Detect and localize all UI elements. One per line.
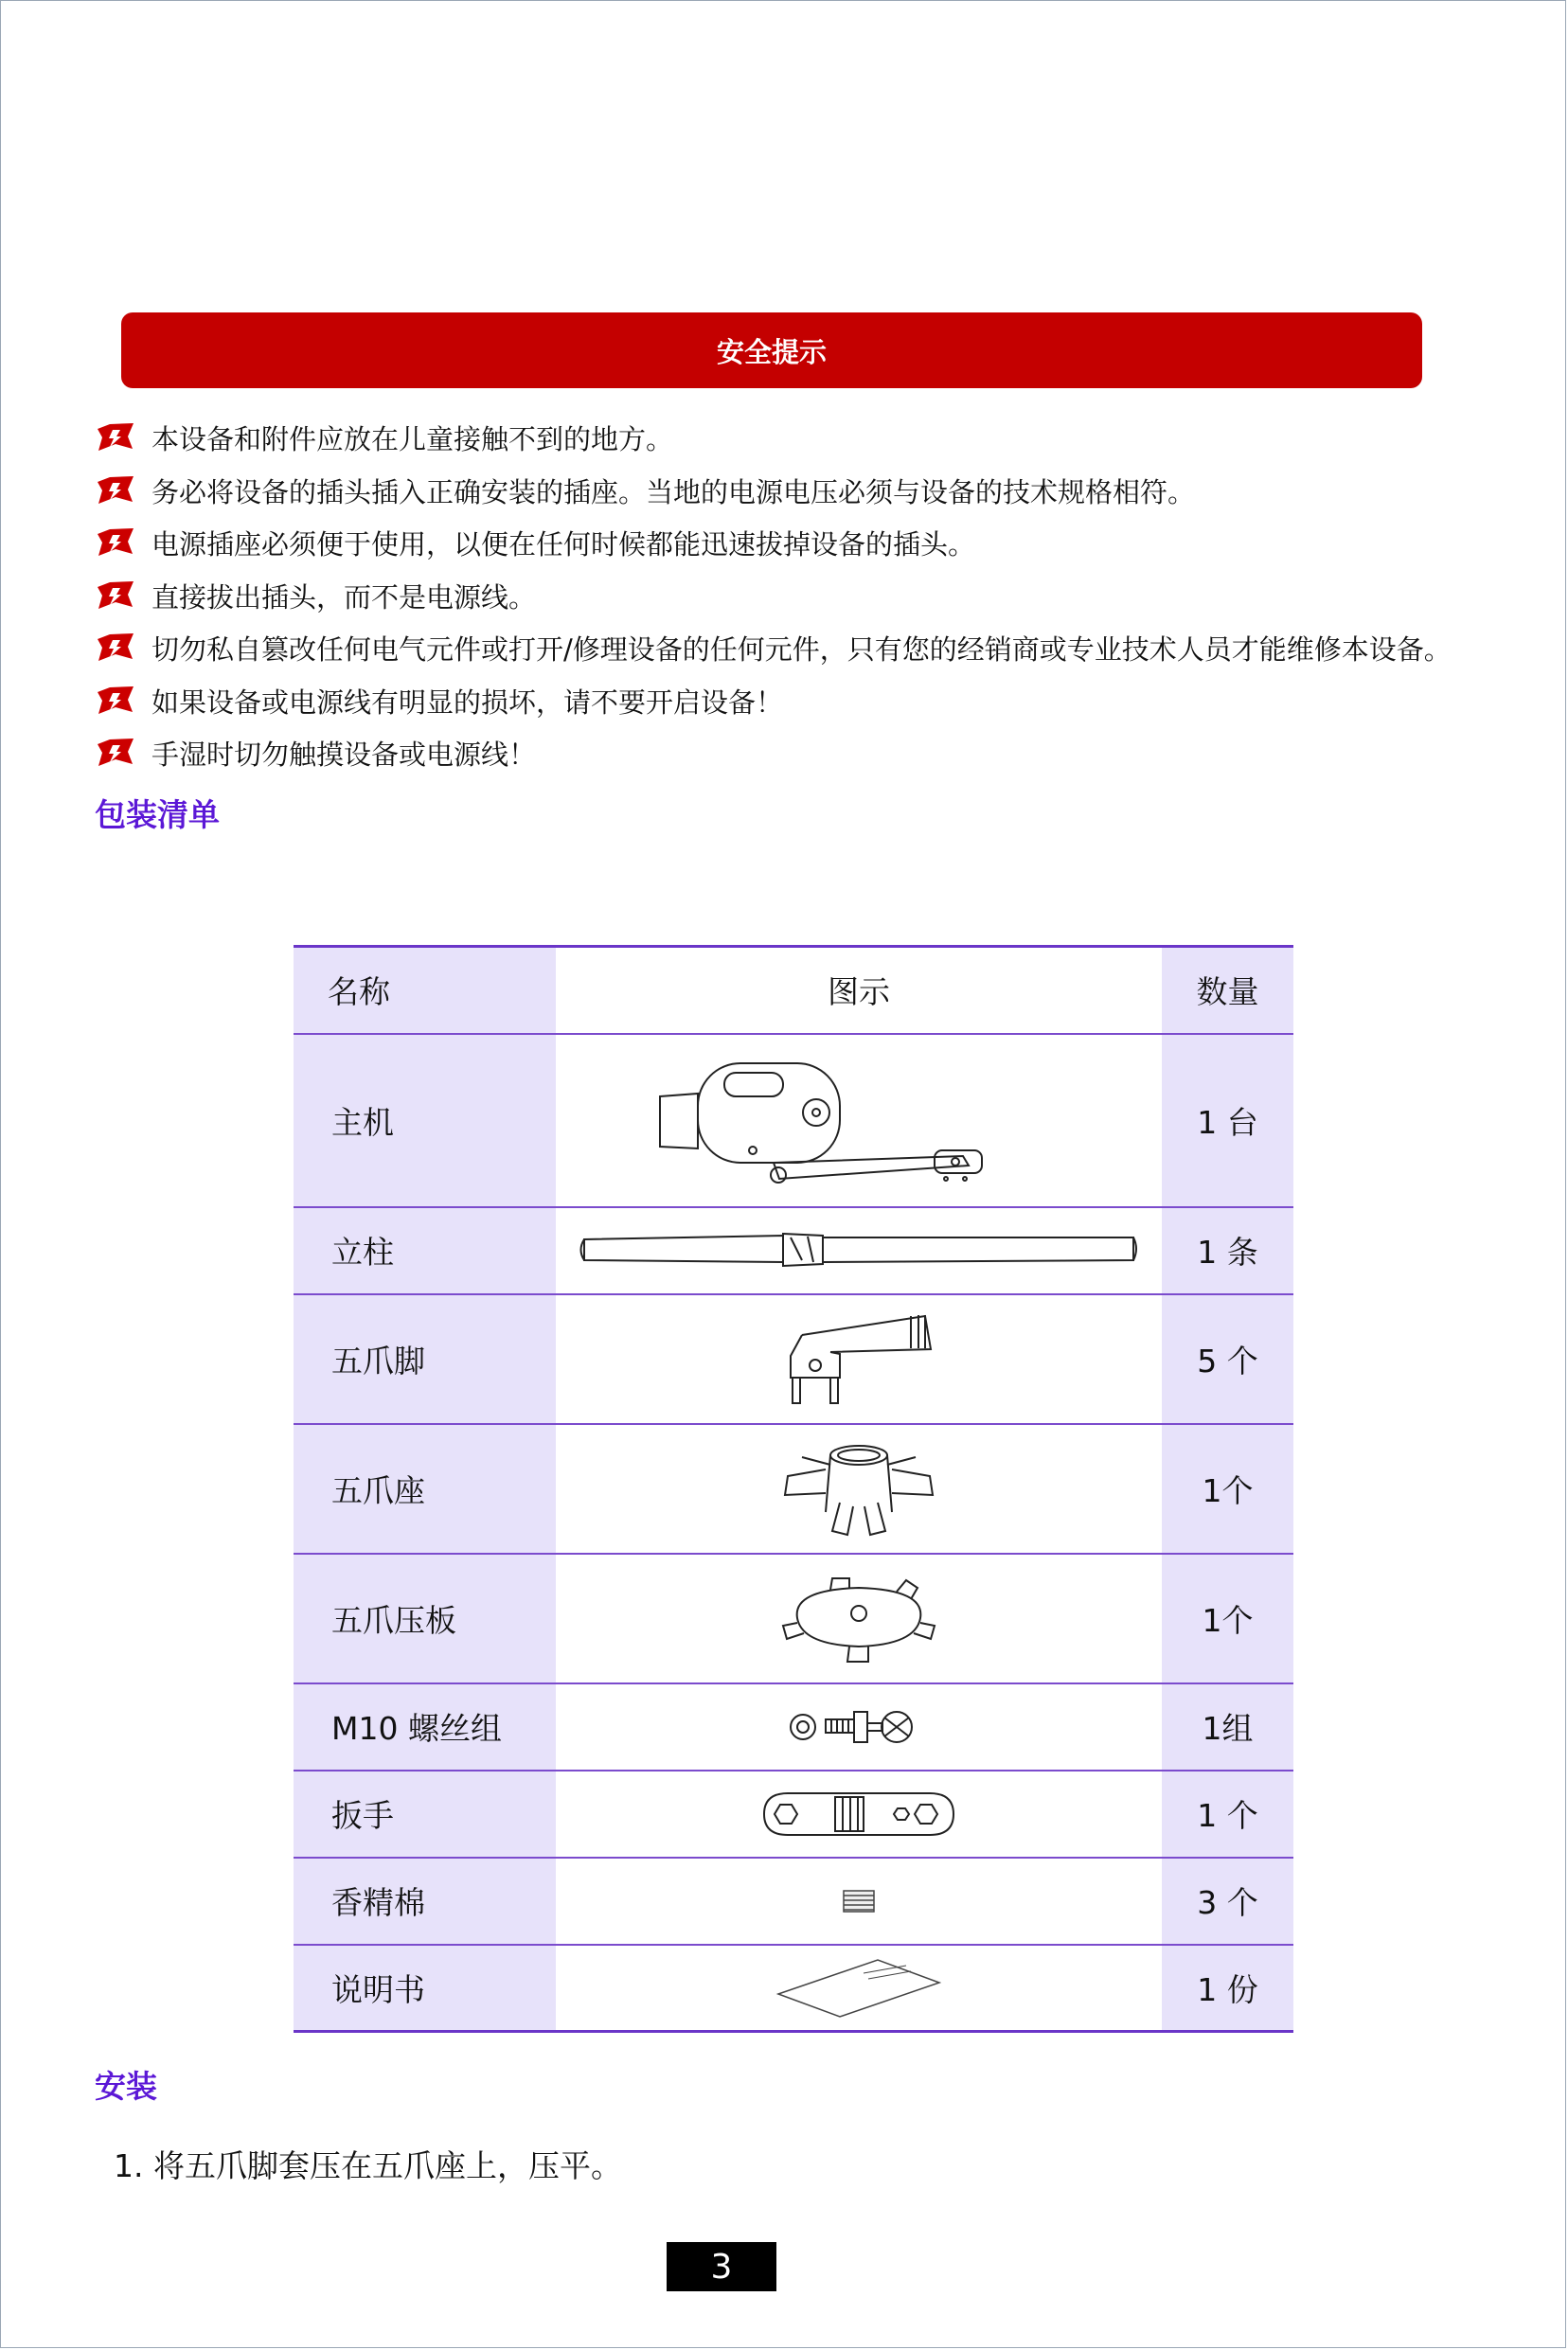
item-qty: 1 个 (1162, 1771, 1293, 1858)
safety-tip-text: 如果设备或电源线有明显的损坏，请不要开启设备！ (151, 685, 784, 719)
safety-header-bar (121, 312, 1422, 388)
safety-tip (95, 465, 1452, 518)
table-row (294, 1554, 1293, 1683)
install-title: 安装 (95, 2068, 157, 2105)
item-name: 五爪脚 (294, 1294, 556, 1424)
item-qty: 3 个 (1162, 1858, 1293, 1945)
item-name: 立柱 (294, 1207, 556, 1294)
item-qty: 1个 (1162, 1424, 1293, 1554)
safety-tip-text: 电源插座必须便于使用，以便在任何时候都能迅速拔掉设备的插头。 (151, 528, 976, 561)
table-row (294, 1424, 1293, 1554)
safety-tip (95, 570, 1452, 623)
install-step: 1. 将五爪脚套压在五爪座上，压平。 (114, 2147, 622, 2184)
safety-tip (95, 622, 1452, 675)
table-row (294, 1683, 1293, 1771)
screw-set-icon (788, 1699, 930, 1755)
safety-title: 安全提示 (716, 335, 827, 368)
safety-tip-text: 直接拔出插头，而不是电源线。 (151, 580, 537, 614)
table-row (294, 1945, 1293, 2032)
table-row (294, 1771, 1293, 1858)
item-qty: 1 条 (1162, 1207, 1293, 1294)
safety-tip-text: 切勿私自篡改任何电气元件或打开/修理设备的任何元件，只有您的经销商或专业技术人员才能维修本设备。 (151, 633, 1452, 667)
item-name: 五爪座 (294, 1424, 556, 1554)
table-row (294, 1034, 1293, 1207)
warning-flash-icon (97, 528, 134, 557)
item-name: 主机 (294, 1034, 556, 1207)
item-name: 扳手 (294, 1771, 556, 1858)
scent-pad-icon (840, 1887, 878, 1915)
safety-tip-text: 务必将设备的插头插入正确安装的插座。当地的电源电压必须与设备的技术规格相符。 (151, 475, 1196, 508)
warning-flash-icon (97, 423, 134, 452)
table-header-row (294, 947, 1293, 1034)
item-qty: 1 台 (1162, 1034, 1293, 1207)
item-qty: 5 个 (1162, 1294, 1293, 1424)
page-number: 3 (667, 2242, 776, 2291)
packing-list-title: 包装清单 (95, 796, 220, 833)
item-qty: 1 份 (1162, 1945, 1293, 2032)
base-hub-icon (774, 1436, 944, 1540)
safety-tip-list (95, 412, 1452, 780)
warning-flash-icon (97, 633, 134, 662)
table-row (294, 1207, 1293, 1294)
safety-tip-text: 本设备和附件应放在儿童接触不到的地方。 (151, 423, 674, 456)
manual-icon (774, 1954, 944, 2021)
header-qty: 数量 (1162, 947, 1293, 1034)
massager-unit-icon (650, 1044, 1067, 1196)
table-row (294, 1294, 1293, 1424)
warning-flash-icon (97, 581, 134, 610)
safety-tip-text: 手湿时切勿触摸设备或电源线！ (151, 739, 537, 772)
item-name: 说明书 (294, 1945, 556, 2032)
table-row (294, 1858, 1293, 1945)
base-plate-icon (774, 1571, 944, 1665)
safety-tip (95, 517, 1452, 570)
item-qty: 1组 (1162, 1683, 1293, 1771)
warning-flash-icon (97, 476, 134, 505)
packing-list-table (294, 945, 1293, 2033)
warning-flash-icon (97, 686, 134, 715)
safety-tip (95, 675, 1452, 728)
header-name: 名称 (294, 947, 556, 1034)
warning-flash-icon (97, 739, 134, 767)
item-name: 五爪压板 (294, 1554, 556, 1683)
item-name: M10 螺丝组 (294, 1683, 556, 1771)
item-qty: 1个 (1162, 1554, 1293, 1683)
header-image: 图示 (556, 947, 1162, 1034)
wrench-icon (759, 1786, 958, 1843)
base-leg-icon (764, 1307, 953, 1411)
safety-tip (95, 727, 1452, 780)
pole-icon (575, 1222, 1143, 1279)
item-name: 香精棉 (294, 1858, 556, 1945)
safety-tip (95, 412, 1452, 465)
